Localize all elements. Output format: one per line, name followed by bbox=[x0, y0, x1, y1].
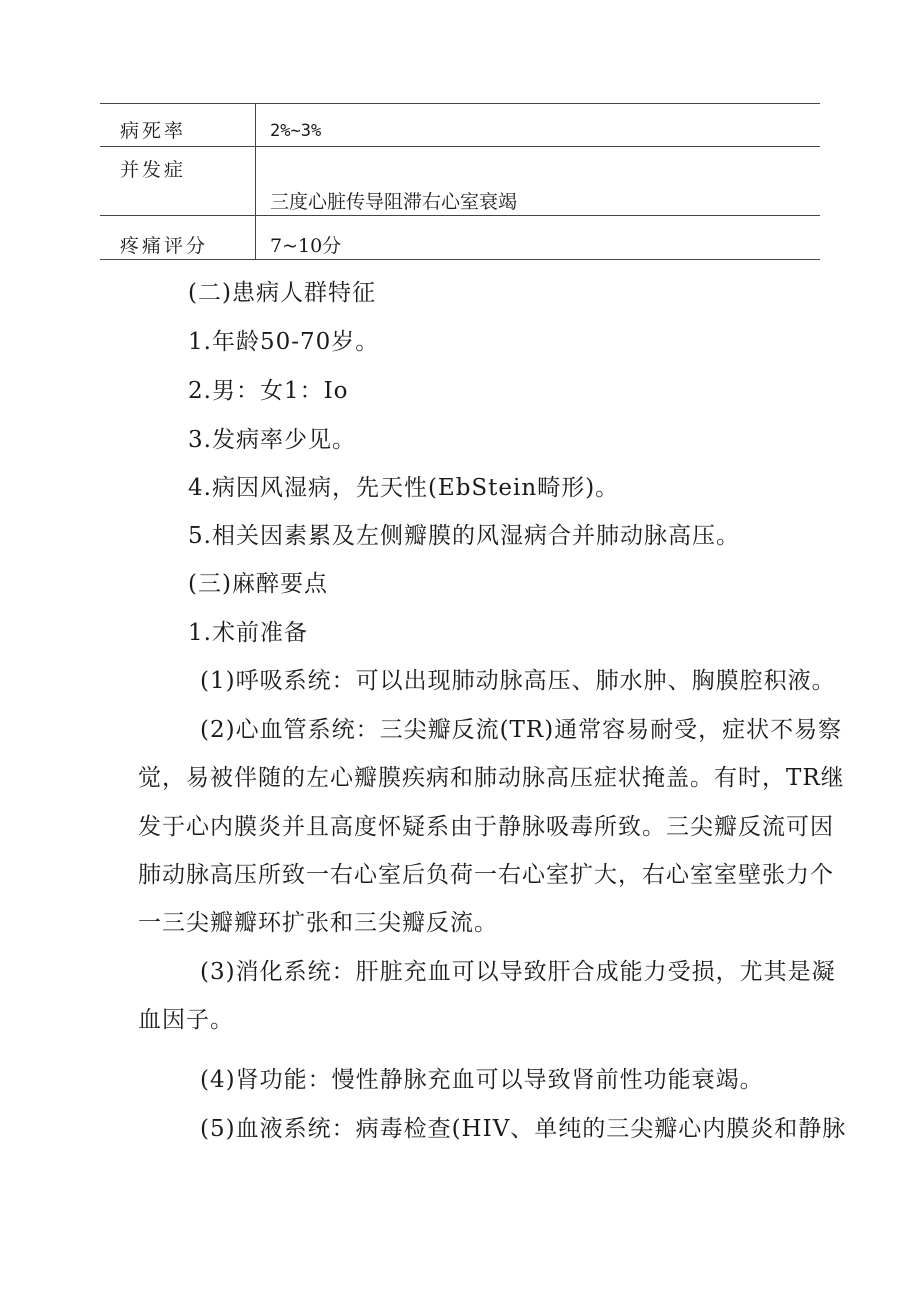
table-bottom-rule bbox=[100, 259, 820, 260]
table-top-rule bbox=[100, 103, 820, 104]
paragraph-blood: (5)血液系统：病毒检查(HIV、单纯的三尖瓣心内膜炎和静脉 bbox=[200, 1116, 847, 1142]
table-value-mortality: 2%~3% bbox=[270, 121, 322, 141]
list-item: 4.病因风湿病，先天性(EbStein畸形)。 bbox=[188, 475, 620, 501]
section-heading-anesthesia: (三)麻醉要点 bbox=[188, 571, 328, 597]
paragraph-cardiovascular-line: 一三尖瓣瓣环扩张和三尖瓣反流。 bbox=[138, 910, 498, 936]
subsection-heading-preop: 1.术前准备 bbox=[188, 620, 308, 646]
list-item: 5.相关因素累及左侧瓣膜的风湿病合并肺动脉高压。 bbox=[188, 523, 740, 549]
table-value-complications: 三度心脏传导阻滞右心室衰竭 bbox=[270, 191, 518, 213]
table-value-pain-score: 7~10分 bbox=[270, 235, 342, 257]
table-label-pain-score: 疼痛评分 bbox=[120, 235, 209, 257]
paragraph-cardiovascular-line: 觉，易被伴随的左心瓣膜疾病和肺动脉高压症状掩盖。有时，TR继 bbox=[138, 765, 845, 791]
table-row-divider bbox=[100, 215, 820, 216]
paragraph-cardiovascular-line: (2)心血管系统：三尖瓣反流(TR)通常容易耐受，症状不易察 bbox=[200, 717, 843, 743]
paragraph-cardiovascular-line: 肺动脉高压所致一右心室后负荷一右心室扩大，右心室室壁张力个 bbox=[138, 862, 834, 888]
paragraph-renal: (4)肾功能：慢性静脉充血可以导致肾前性功能衰竭。 bbox=[200, 1067, 764, 1093]
list-item: 1.年龄50-70岁。 bbox=[188, 329, 380, 355]
table-column-divider bbox=[255, 103, 256, 259]
list-item: 2.男：女1：Io bbox=[188, 378, 349, 404]
section-heading-population: (二)患病人群特征 bbox=[188, 280, 376, 306]
paragraph-cardiovascular-line: 发于心内膜炎并且高度怀疑系由于静脉吸毒所致。三尖瓣反流可因 bbox=[138, 814, 834, 840]
paragraph-digestive-line: 血因子。 bbox=[138, 1007, 234, 1033]
table-label-mortality: 病死率 bbox=[120, 120, 187, 142]
paragraph-digestive-line: (3)消化系统：肝脏充血可以导致肝合成能力受损，尤其是凝 bbox=[200, 959, 836, 985]
table-row-divider bbox=[100, 146, 820, 147]
list-item: 3.发病率少见。 bbox=[188, 427, 356, 453]
paragraph-respiratory: (1)呼吸系统：可以出现肺动脉高压、肺水肿、胸膜腔积液。 bbox=[200, 668, 836, 694]
table-label-complications: 并发症 bbox=[120, 159, 187, 181]
